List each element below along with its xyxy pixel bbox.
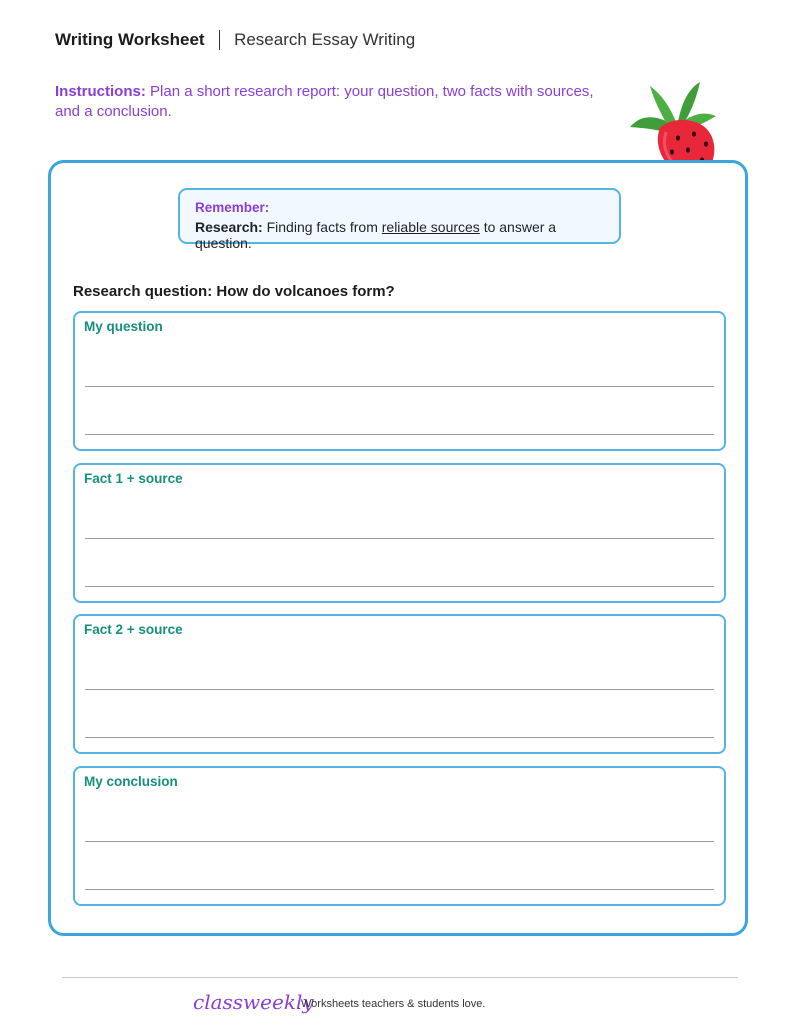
writing-line[interactable] — [85, 689, 714, 690]
definition-underlined: reliable sources — [381, 219, 480, 235]
box-label: Fact 2 + source — [84, 622, 183, 637]
footer-tagline: Worksheets teachers & students love. — [301, 998, 486, 1010]
worksheet-subtitle: Research Essay Writing — [234, 30, 416, 49]
writing-line[interactable] — [85, 538, 714, 539]
remember-title: Remember: — [195, 200, 270, 215]
my-question-box[interactable] — [73, 311, 726, 451]
footer-divider — [62, 977, 738, 978]
writing-line[interactable] — [85, 434, 714, 435]
instructions-label: Instructions: — [55, 83, 146, 100]
fact-2-box[interactable] — [73, 614, 726, 754]
writing-line[interactable] — [85, 737, 714, 738]
box-label: My conclusion — [84, 774, 178, 789]
definition-text-end: to answer a question. — [195, 219, 557, 251]
research-question: Research question: How do volcanoes form? — [73, 283, 395, 300]
worksheet-title: Writing Worksheet — [55, 30, 205, 49]
header-divider — [219, 30, 221, 50]
box-label: Fact 1 + source — [84, 471, 183, 486]
definition-term: Research: — [195, 219, 263, 235]
writing-line[interactable] — [85, 586, 714, 587]
definition-text: Finding facts from — [262, 219, 382, 235]
writing-line[interactable] — [85, 889, 714, 890]
remember-callout — [178, 188, 621, 251]
worksheet-header — [55, 30, 415, 50]
box-label: My question — [84, 319, 163, 334]
remember-definition — [195, 219, 604, 251]
fact-1-box[interactable] — [73, 463, 726, 603]
writing-line[interactable] — [85, 386, 714, 387]
instructions-text: Plan a short research report: your question, two facts with sources, and a conclusion. — [55, 83, 594, 120]
brand-logo: classweekly — [193, 990, 314, 1014]
instructions — [55, 82, 615, 122]
writing-line[interactable] — [85, 841, 714, 842]
my-conclusion-box[interactable] — [73, 766, 726, 906]
